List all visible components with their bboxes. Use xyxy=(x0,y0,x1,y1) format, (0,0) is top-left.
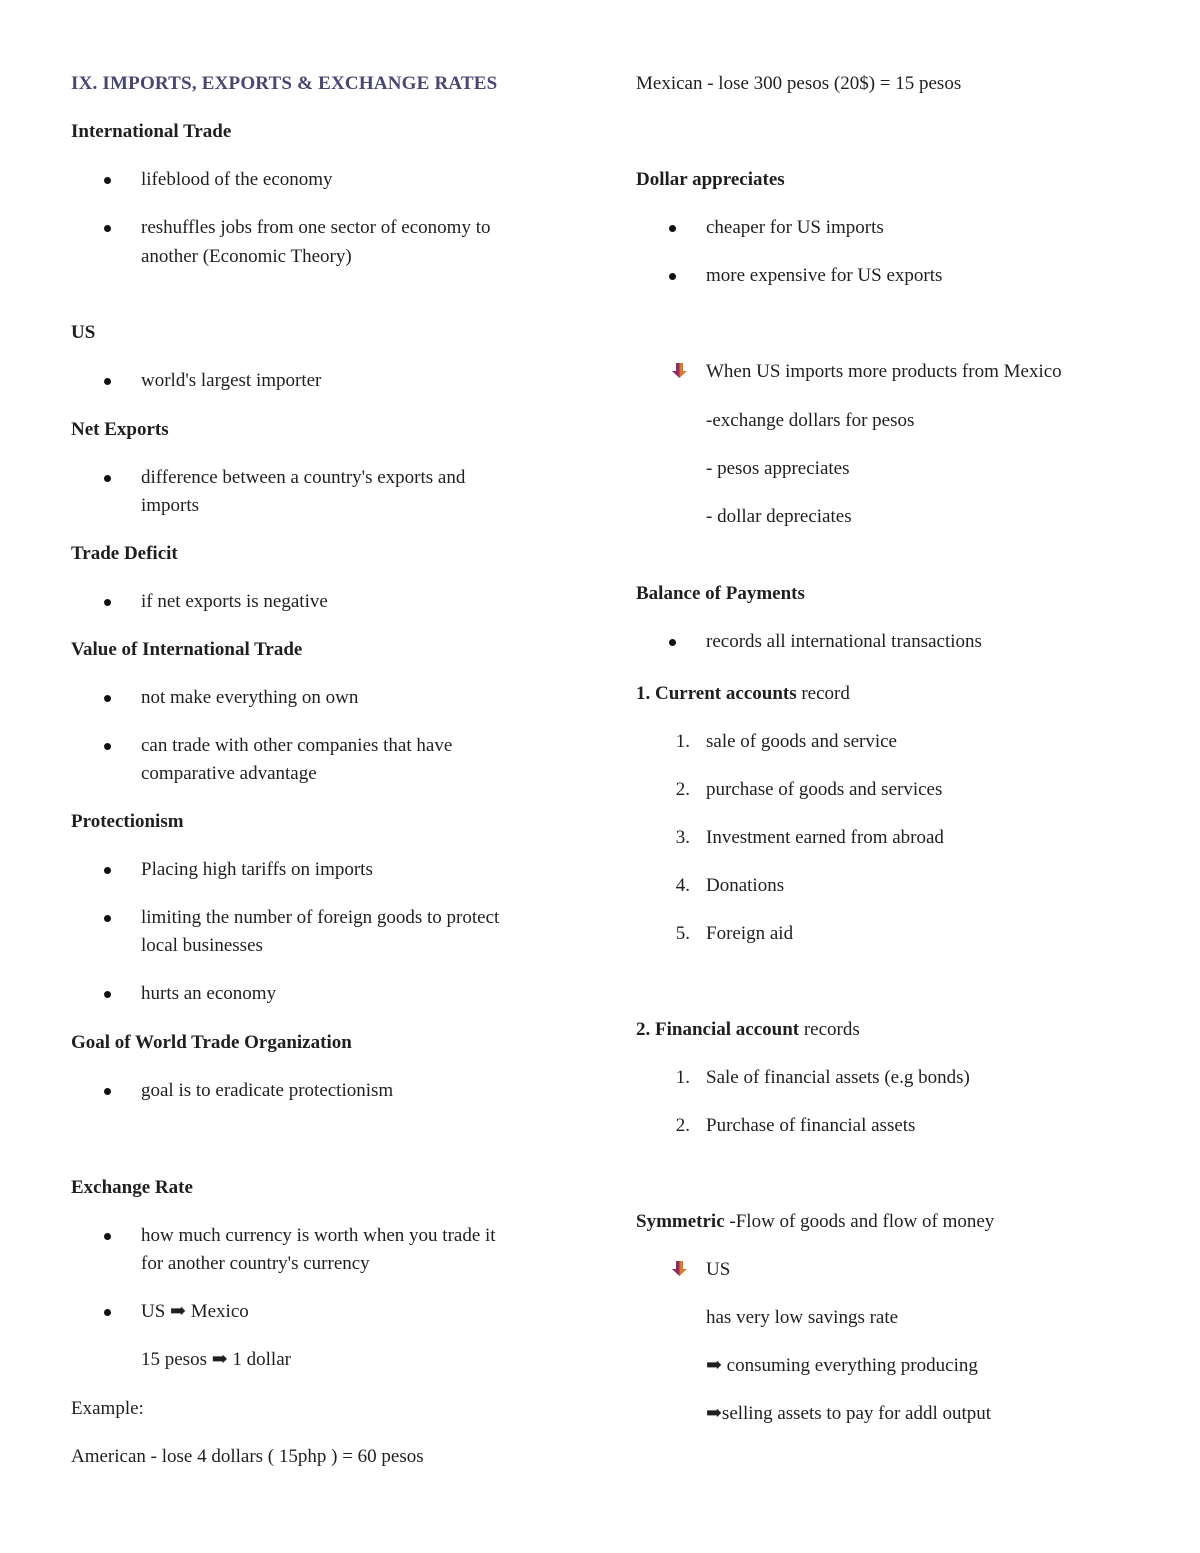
section-title: IX. IMPORTS, EXPORTS & EXCHANGE RATES xyxy=(71,73,498,94)
heading-us: US xyxy=(71,322,96,343)
bullet-icon xyxy=(104,743,111,750)
bullet-icon xyxy=(104,867,111,874)
text-line: - dollar depreciates xyxy=(706,506,852,527)
heading-trade-deficit: Trade Deficit xyxy=(71,543,178,564)
exchange-sub-line: 15 pesos ➡ 1 dollar xyxy=(141,1349,291,1370)
heading-financial-account: 2. Financial account records xyxy=(636,1019,860,1040)
example-american: American - lose 4 dollars ( 15php ) = 60 pesos xyxy=(71,1446,424,1467)
example-mexican: Mexican - lose 300 pesos (20$) = 15 pesos xyxy=(636,73,962,94)
bullet-icon xyxy=(104,991,111,998)
heading-balance-payments: Balance of Payments xyxy=(636,583,805,604)
text-line: ➡selling assets to pay for addl output xyxy=(706,1403,992,1424)
heading-exchange-rate: Exchange Rate xyxy=(71,1177,193,1198)
bullet-icon xyxy=(104,378,111,385)
heading-international-trade: International Trade xyxy=(71,121,232,142)
bullet-icon xyxy=(669,225,676,232)
heading-value-trade: Value of International Trade xyxy=(71,639,303,660)
bullet-icon xyxy=(104,177,111,184)
bullet-icon xyxy=(669,273,676,280)
text-line: has very low savings rate xyxy=(706,1307,899,1328)
heading-protectionism: Protectionism xyxy=(71,811,184,832)
bullet-icon xyxy=(104,1233,111,1240)
heading-wto: Goal of World Trade Organization xyxy=(71,1032,352,1053)
text-line: - pesos appreciates xyxy=(706,458,850,479)
bullet-icon xyxy=(104,599,111,606)
document-page: IX. IMPORTS, EXPORTS & EXCHANGE RATES International Trade lifeblood of the economy reshuffles jobs from one sector of economy to another (Economic Theory) US world's largest importer Net Exports difference between a country's exports and imports Trade Deficit if net exports is negative Value of International Trade not make everything on own can trade with other companies that have comparative advantage Protectionism Placing high tariffs on imports limiting the number of foreign goods to protect local businesses hurts an economy Goal of World Trade Organization goal is to eradicate protectionism Exchange Rate how much currency is worth when you trade it for another country's currency US ➡ Mexico 15 pesos ➡ 1 dollar Example: American - lose 4 dollars ( 15php ) = 60 pesos Mexican - lose 300 pesos (20$) = 15 pesos Dollar appreciates cheaper for US imports more expensive for US exports When US imports more products from Mexico -exchange dollars for pesos - pesos appreciates - dollar depreciates Balance of Payments records all international transactions 1. Current accounts record 1. sale of goods and service 2. purchase of goods and services 3. Investment earned from abroad 4. Donations 5. Foreign aid 2. Financial account records 1. Sale of financial assets (e.g bonds) 2. Purchase of financial assets Symmetric -Flow of goods and flow of money US has very low savings rate ➡ consuming everything producing ➡selling assets to pay for addl output xyxy=(0,0,1200,1553)
heading-symmetric: Symmetric -Flow of goods and flow of money xyxy=(636,1211,995,1232)
text-line: ➡ consuming everything producing xyxy=(706,1355,978,1376)
bullet-icon xyxy=(104,475,111,482)
text-line: -exchange dollars for pesos xyxy=(706,410,915,431)
heading-dollar-appreciates: Dollar appreciates xyxy=(636,169,785,190)
arrow-bullet-icon xyxy=(672,363,688,379)
arrow-bullet-icon xyxy=(672,1261,688,1277)
heading-current-accounts: 1. Current accounts record xyxy=(636,683,850,704)
bullet-icon xyxy=(104,915,111,922)
heading-net-exports: Net Exports xyxy=(71,419,169,440)
example-label: Example: xyxy=(71,1398,144,1419)
bullet-icon xyxy=(104,695,111,702)
bullet-icon xyxy=(669,639,676,646)
bullet-icon xyxy=(104,225,111,232)
bullet-icon xyxy=(104,1309,111,1316)
bullet-icon xyxy=(104,1088,111,1095)
